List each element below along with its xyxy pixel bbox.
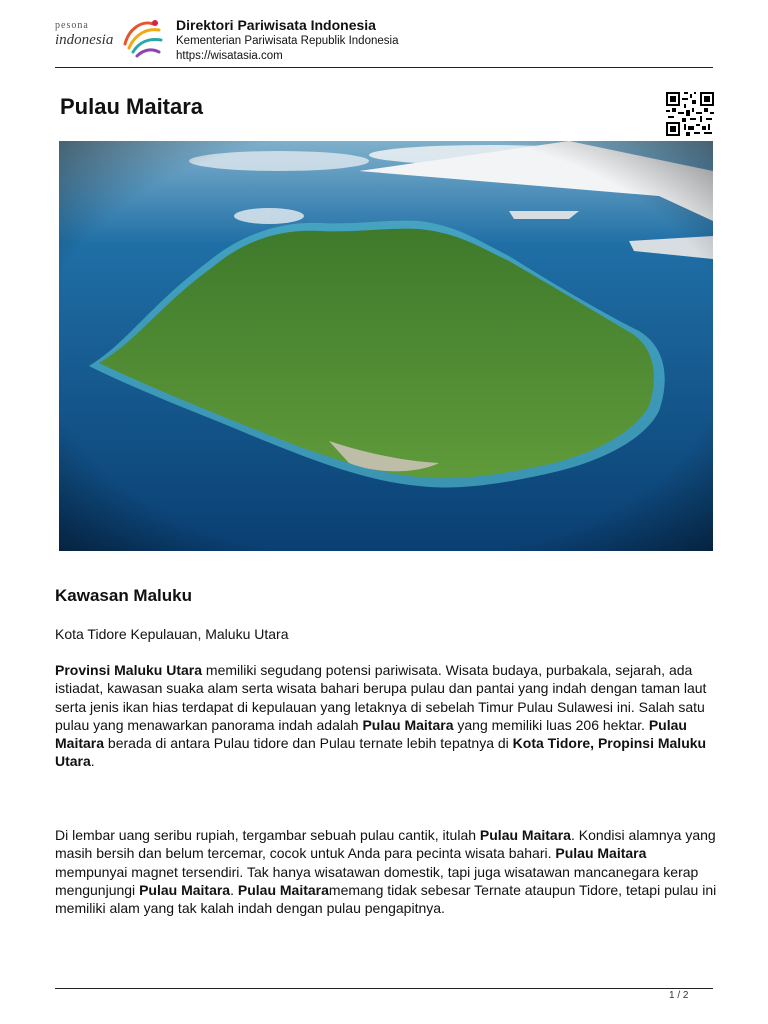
- strong-text: Kota Tidore, Propinsi Maluku Utara: [55, 735, 707, 770]
- header-subtitle: Kementerian Pariwisata Republik Indonesia: [176, 35, 399, 47]
- document-header: [55, 14, 713, 68]
- page-number: 1 / 2: [669, 990, 689, 1001]
- section-title: Kawasan Maluku: [55, 586, 192, 605]
- paragraph-text: .: [230, 881, 238, 898]
- pesona-indonesia-logo: [55, 14, 167, 64]
- qr-code-icon: [666, 92, 714, 136]
- paragraph-text: berada di antara Pulau tidore dan Pulau ternate lebih tepatnya di: [104, 735, 513, 752]
- description-paragraph-1: [55, 661, 719, 771]
- footer-divider: [55, 988, 713, 989]
- strong-text: Pulau Maitara: [55, 716, 687, 752]
- logo-bird-icon: [119, 14, 167, 62]
- strong-text: Pulau Maitara: [362, 716, 454, 733]
- logo-pesona-text: pesona: [55, 20, 89, 31]
- paragraph-text: memiliki segudang potensi pariwisata. Wisata budaya, purbakala, sejarah, ada istiadat, kawasan suaka alam serta wisata bahari berupa pulau dan pantai yang indah dengan taman laut serta jenis ikan hias terdapat di kepulauan yang letaknya di sebelah Timur Pulau Sulawesi ini. Salah satu pulau yang menawarkan panorama indah adalah: [55, 662, 707, 733]
- header-divider: [55, 67, 713, 68]
- page-title: Pulau Maitara: [60, 94, 204, 119]
- paragraph-text: . Kondisi alamnya yang masih bersih dan belum tercemar, cocok untuk Anda para pecinta wisata bahari.: [55, 827, 716, 862]
- header-url[interactable]: https://wisatasia.com: [176, 50, 283, 62]
- paragraph-text: yang memiliki luas 206 hektar.: [453, 716, 649, 733]
- header-text-block: [176, 16, 398, 64]
- paragraph-text: Di lembar uang seribu rupiah, tergambar sebuah pulau cantik, itulah: [55, 827, 480, 843]
- strong-text: Pulau Maitara: [479, 827, 571, 843]
- strong-text: Pulau Maitara: [555, 845, 647, 862]
- strong-text: Pulau Maitara: [237, 881, 329, 898]
- header-title: Direktori Pariwisata Indonesia: [176, 17, 376, 33]
- paragraph-text: memang tidak sebesar Ternate ataupun Tidore, tetapi pulau ini memiliki alam yang tak kalah indah dengan pulau pengapitnya.: [55, 881, 717, 917]
- description-paragraph-2: [55, 826, 719, 917]
- location-text: Kota Tidore Kepulauan, Maluku Utara: [55, 626, 289, 642]
- logo-indonesia-text: indonesia: [55, 32, 114, 48]
- paragraph-text: .: [90, 753, 95, 770]
- paragraph-text: mempunyai magnet tersendiri. Tak hanya wisatawan domestik, tapi juga wisatawan mancanegara kerap mengunjungi: [55, 863, 699, 898]
- island-aerial-photo: [59, 141, 713, 551]
- strong-text: Pulau Maitara: [139, 881, 231, 898]
- strong-text: Provinsi Maluku Utara: [55, 662, 203, 678]
